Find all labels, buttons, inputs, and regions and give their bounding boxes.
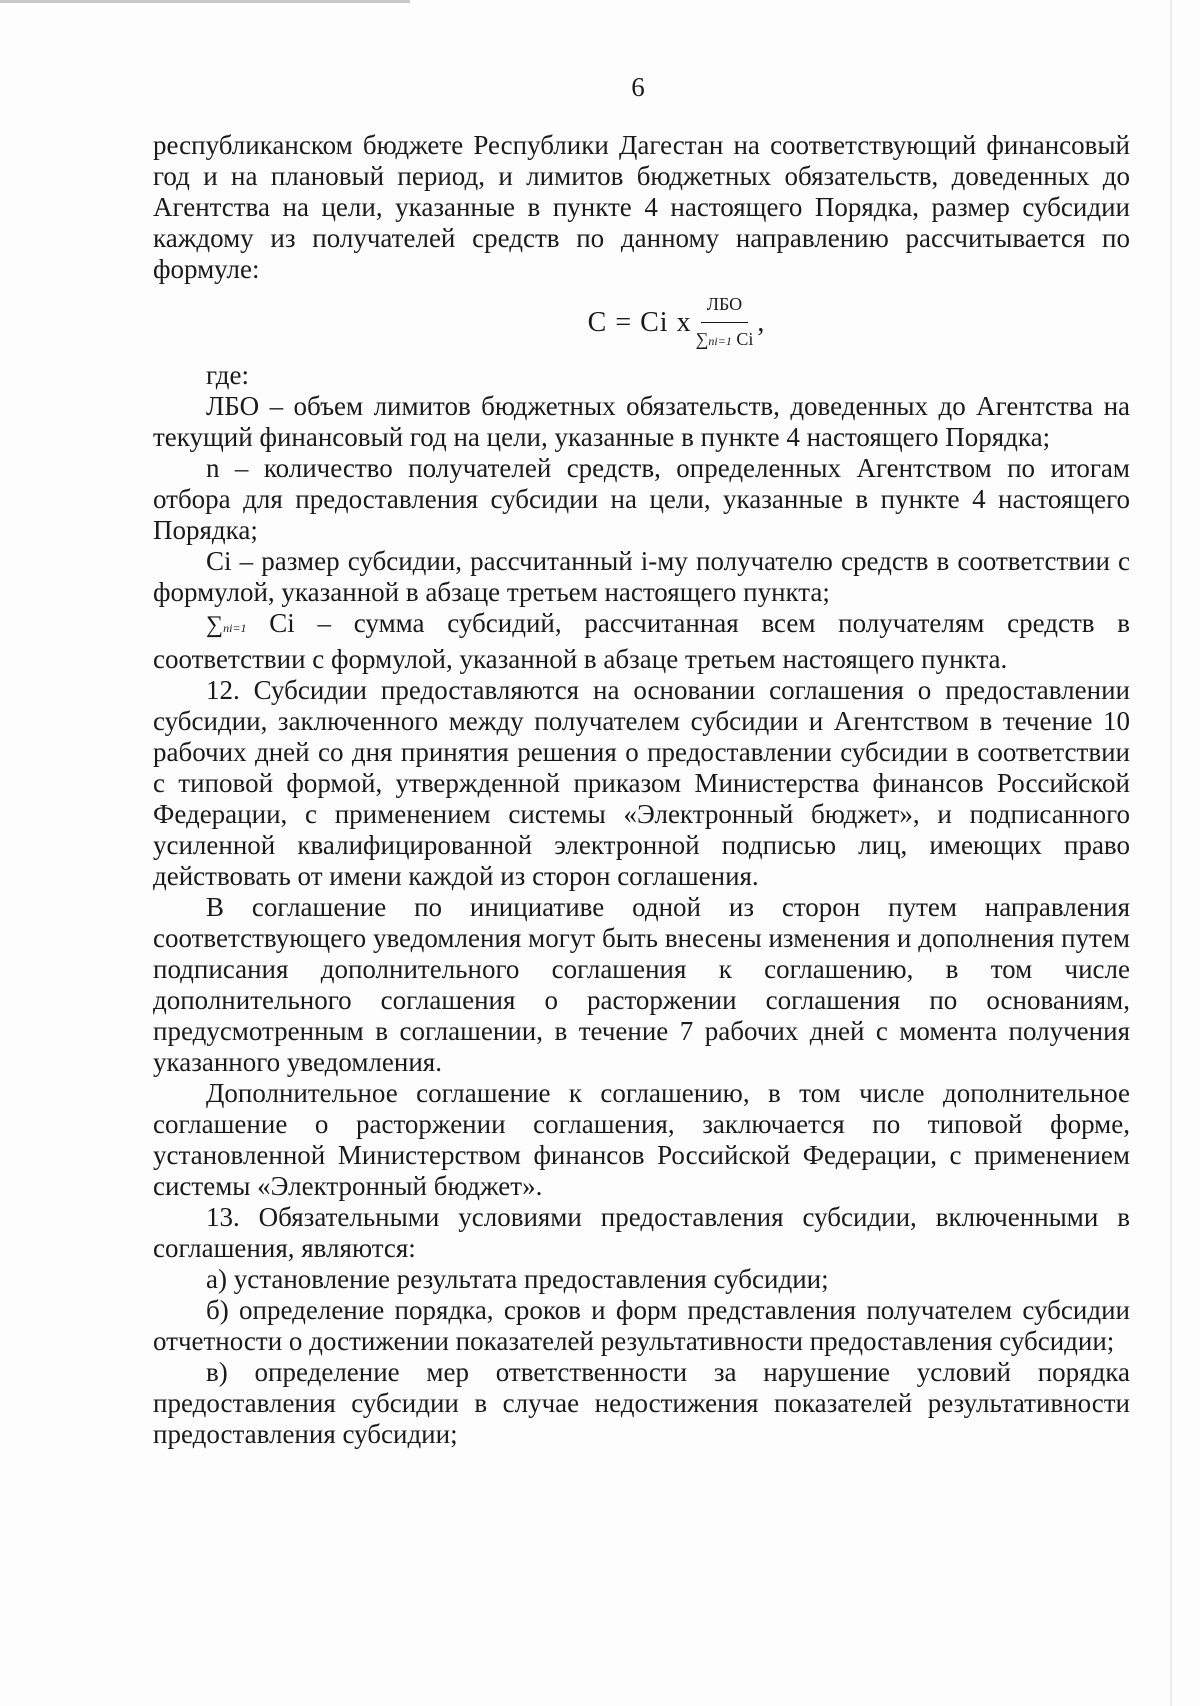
formula-sum-symbol: ∑ [695,328,709,349]
definition-n: n – количество получателей средств, определенных Агентством по итогам отбора для предоставления субсидии на цели, указанные в пункте 4 настоящего Порядка; [153,453,1130,545]
sum-upper-limit: n [223,621,230,635]
definition-lbo: ЛБО – объем лимитов бюджетных обязательств, доведенных до Агентства на текущий финансовый год на цели, указанные в пункте 4 настоящего Порядка; [153,391,1130,452]
formula-lhs: C = Ci x [587,307,692,338]
subsidy-formula [153,285,1130,360]
sum-symbol: ∑ [206,612,224,638]
scan-artifact-top-line [0,0,410,3]
formula-numerator: ЛБО [701,289,748,323]
paragraph-13-item-v: в) определение мер ответственности за нарушение условий порядка предоставления субсидии в случае недостижения показателей результативности предоставления субсидии; [153,1357,1130,1449]
paragraph-13-item-b: б) определение порядка, сроков и форм представления получателем субсидии отчетности о достижении показателей результативности предоставления субсидии; [153,1295,1130,1356]
paragraph-12-amendments: В соглашение по инициативе одной из сторон путем направления соответствующего уведомления могут быть внесены изменения и дополнения путем подписания дополнительного соглашения к соглашению, в том числе дополнительного соглашения о расторжении соглашения по основаниям, предусмотренным в соглашении, в течение 7 рабочих дней с момента получения указанного уведомления. [153,892,1130,1077]
formula-sum-upper: n [708,333,715,348]
paragraph-13: 13. Обязательными условиями предоставления субсидии, включенными в соглашения, являются: [153,1202,1130,1263]
definition-ci: Ci – размер субсидии, рассчитанный i-му получателю средств в соответствии с формулой, указанной в абзаце третьем настоящего пункта; [153,546,1130,607]
formula-denominator [696,323,754,357]
formula-fraction [696,289,754,357]
sum-lower-limit: i=1 [229,621,247,635]
paragraph-13-item-a: а) установление результата предоставления субсидии; [206,1264,829,1294]
paragraph-intro: республиканском бюджете Республики Дагестан на соответствующий финансовый год и на плановый период, и лимитов бюджетных обязательств, доведенных до Агентства на цели, указанные в пункте 4 настоящего Порядка, размер субсидии каждому из получателей средств по данному направлению рассчитывается по формуле: [153,130,1130,284]
formula-sum-lower: i=1 [714,333,732,348]
page-number: 6 [631,72,645,102]
paragraph-12-supplementary: Дополнительное соглашение к соглашению, в том числе дополнительное соглашение о расторжении соглашения, заключается по типовой форме, установленной Министерством финансов Российской Федерации, с применением системы «Электронный бюджет». [153,1078,1130,1201]
formula-trailing-comma: , [757,307,766,338]
scan-artifact-right-edge [1170,0,1172,1706]
paragraph-12: 12. Субсидии предоставляются на основании соглашения о предоставлении субсидии, заключенного между получателем субсидии и Агентством в течение 10 рабочих дней со дня принятия решения о предоставлении субсидии в соответствии с типовой формой, утвержденной приказом Министерства финансов Российской Федерации, с применением системы «Электронный бюджет», и подписанного усиленной квалифицированной электронной подписью лиц, имеющих право действовать от имени каждой из сторон соглашения. [153,675,1130,891]
definition-sum [153,608,1130,675]
where-label: где: [206,360,249,390]
formula-sum-variable: Ci [731,328,754,349]
sum-definition-text: Ci – сумма субсидий, рассчитанная всем получателям средств в соответствии с формулой, указанной в абзаце третьем настоящего пункта. [153,608,1130,674]
document-body [153,130,1130,1450]
